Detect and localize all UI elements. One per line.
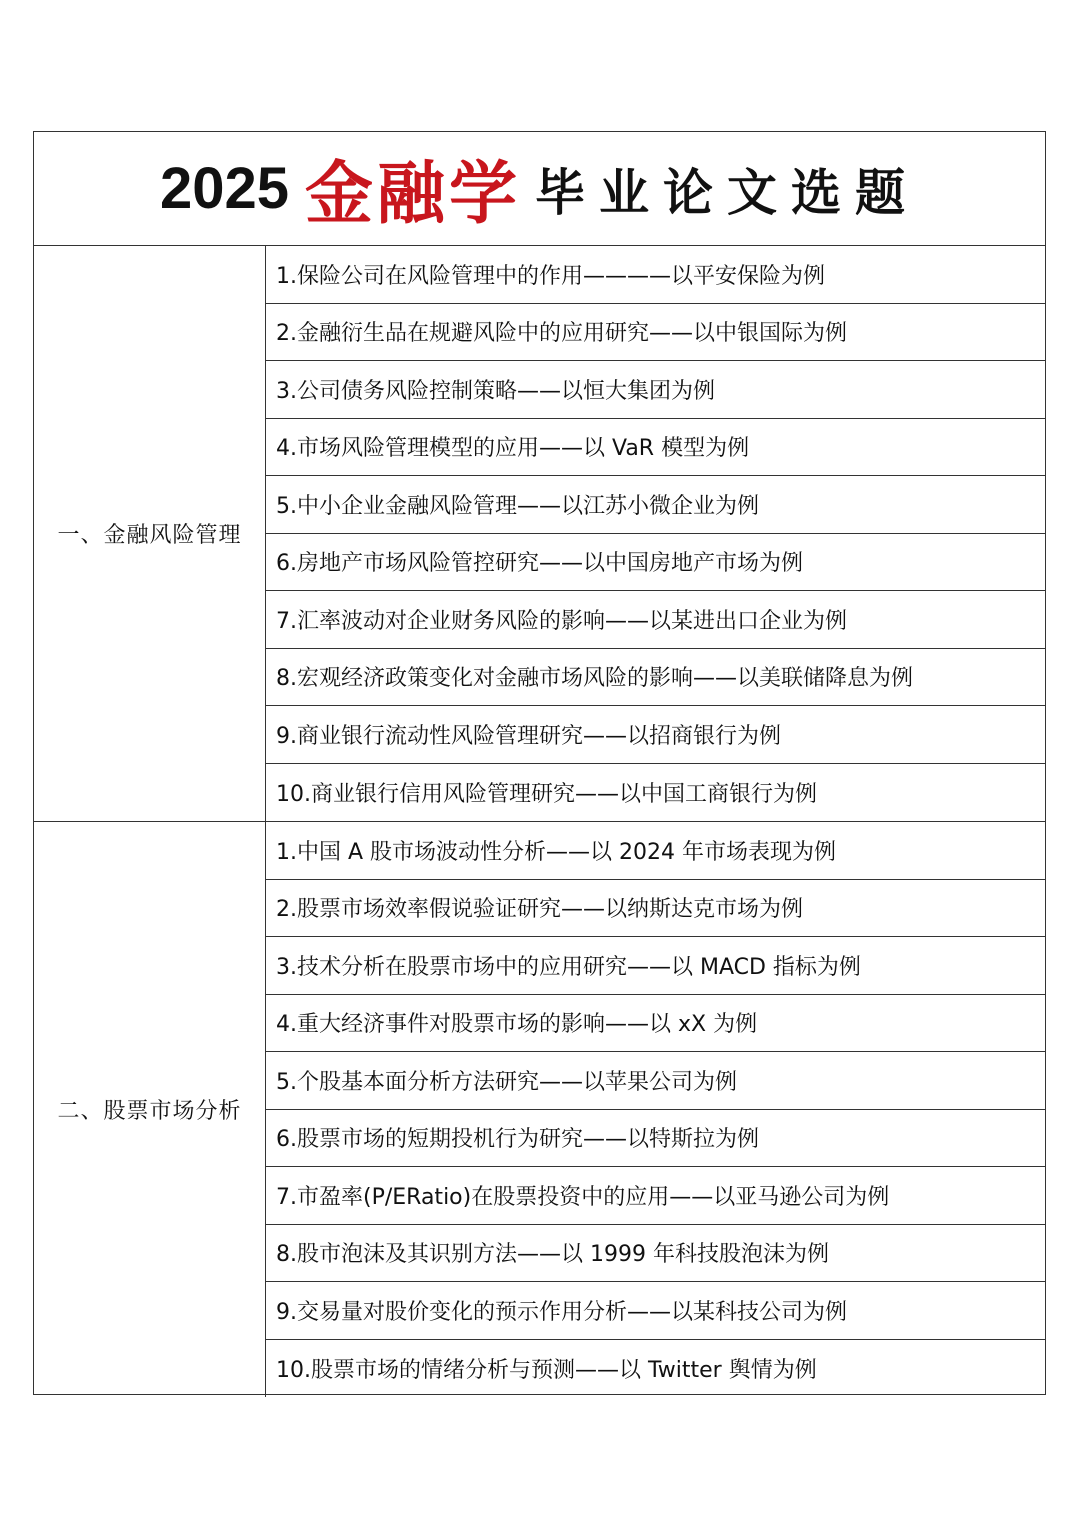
section-label: 二、股票市场分析 (34, 822, 266, 1397)
topic-item: 9.商业银行流动性风险管理研究——以招商银行为例 (266, 706, 1045, 764)
topic-item: 9.交易量对股价变化的预示作用分析——以某科技公司为例 (266, 1282, 1045, 1340)
topic-item: 6.股票市场的短期投机行为研究——以特斯拉为例 (266, 1110, 1045, 1168)
page-title (34, 132, 1045, 246)
topic-item: 7.汇率波动对企业财务风险的影响——以某进出口企业为例 (266, 591, 1045, 649)
title-rest: 毕业论文选题 (535, 163, 920, 222)
topic-item: 2.金融衍生品在规避风险中的应用研究——以中银国际为例 (266, 304, 1045, 362)
topic-item: 5.个股基本面分析方法研究——以苹果公司为例 (266, 1052, 1045, 1110)
topic-item: 8.股市泡沫及其识别方法——以 1999 年科技股泡沫为例 (266, 1225, 1045, 1283)
topic-item: 2.股票市场效率假说验证研究——以纳斯达克市场为例 (266, 880, 1045, 938)
topic-item: 1.保险公司在风险管理中的作用————以平安保险为例 (266, 246, 1045, 304)
section-stock-market-analysis (34, 822, 1045, 1397)
title-year: 2025 (159, 156, 289, 221)
topic-item: 8.宏观经济政策变化对金融市场风险的影响——以美联储降息为例 (266, 649, 1045, 707)
topic-item: 4.重大经济事件对股票市场的影响——以 xX 为例 (266, 995, 1045, 1053)
section-label: 一、金融风险管理 (34, 246, 266, 821)
topics-table (33, 131, 1046, 1395)
topic-item: 4.市场风险管理模型的应用——以 VaR 模型为例 (266, 419, 1045, 477)
title-subject: 金融学 (305, 155, 522, 234)
topic-item: 3.技术分析在股票市场中的应用研究——以 MACD 指标为例 (266, 937, 1045, 995)
topic-item: 7.市盈率(P/ERatio)在股票投资中的应用——以亚马逊公司为例 (266, 1167, 1045, 1225)
section-risk-management (34, 246, 1045, 822)
topic-list (266, 246, 1045, 821)
topic-item: 10.股票市场的情绪分析与预测——以 Twitter 舆情为例 (276, 1357, 817, 1383)
topic-list (266, 822, 1045, 1397)
topic-item: 1.中国 A 股市场波动性分析——以 2024 年市场表现为例 (266, 822, 1045, 880)
topic-item: 5.中小企业金融风险管理——以江苏小微企业为例 (266, 476, 1045, 534)
topic-item: 3.公司债务风险控制策略——以恒大集团为例 (266, 361, 1045, 419)
topic-item: 10.商业银行信用风险管理研究——以中国工商银行为例 (276, 781, 817, 807)
topic-item: 6.房地产市场风险管控研究——以中国房地产市场为例 (266, 534, 1045, 592)
